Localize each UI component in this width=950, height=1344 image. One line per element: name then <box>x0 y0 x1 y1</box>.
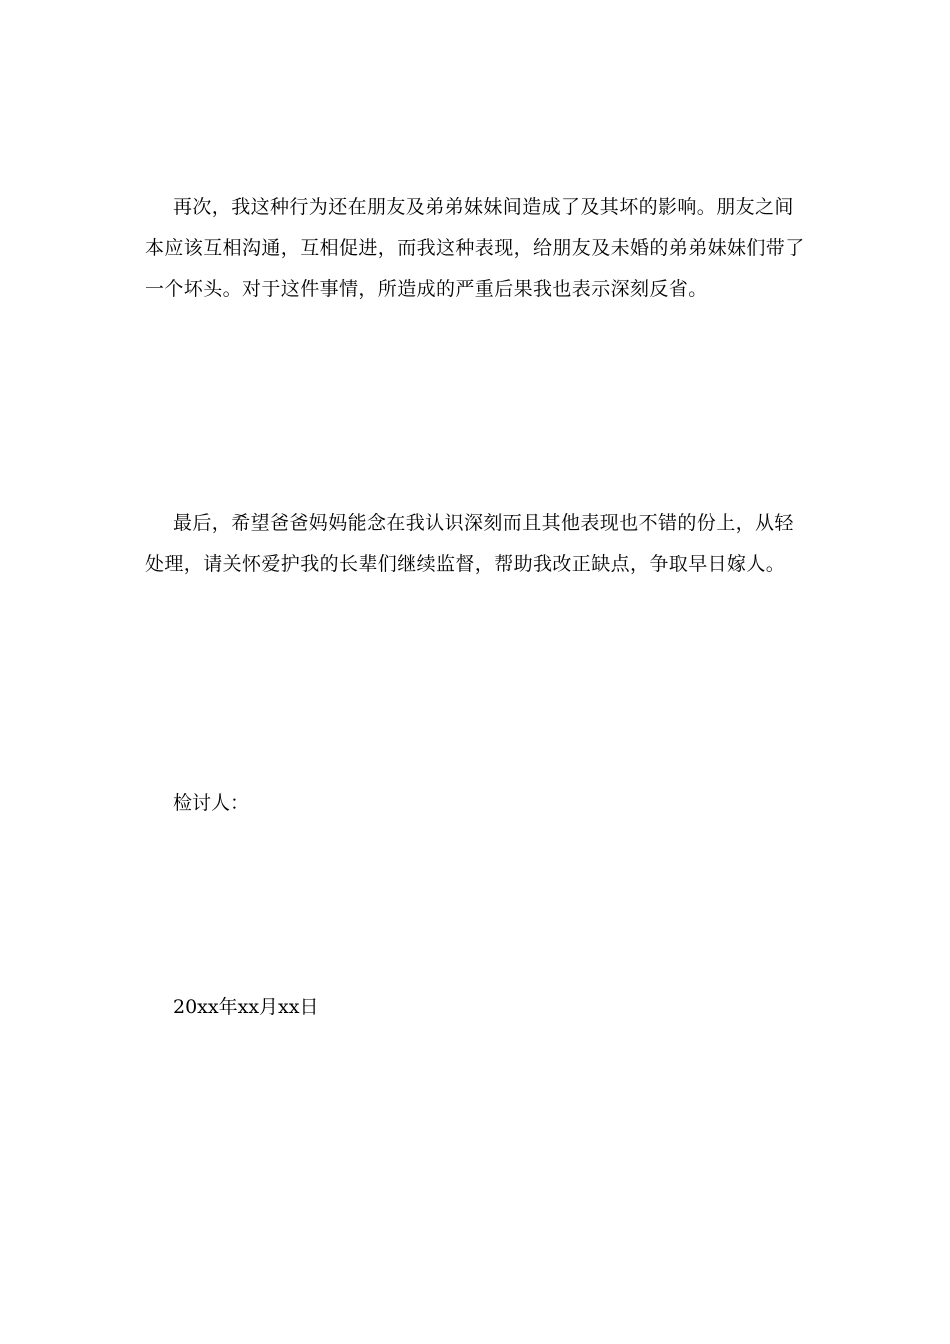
signer-label: 检讨人： <box>173 792 250 814</box>
date-line: 20xx年xx月xx日 <box>173 996 319 1018</box>
paragraph-conclusion: 最后，希望爸爸妈妈能念在我认识深刻而且其他表现也不错的份上，从轻处理，请关怀爱护我的长辈们继续监督，帮助我改正缺点，争取早日嫁人。 <box>145 512 794 575</box>
paragraph-reflection: 再次，我这种行为还在朋友及弟弟妹妹间造成了及其坏的影响。朋友之间本应该互相沟通，互相促进，而我这种表现，给朋友及未婚的弟弟妹妹们带了一个坏头。对于这件事情，所造成的严重后果我也表示深刻反省。 <box>145 196 805 300</box>
